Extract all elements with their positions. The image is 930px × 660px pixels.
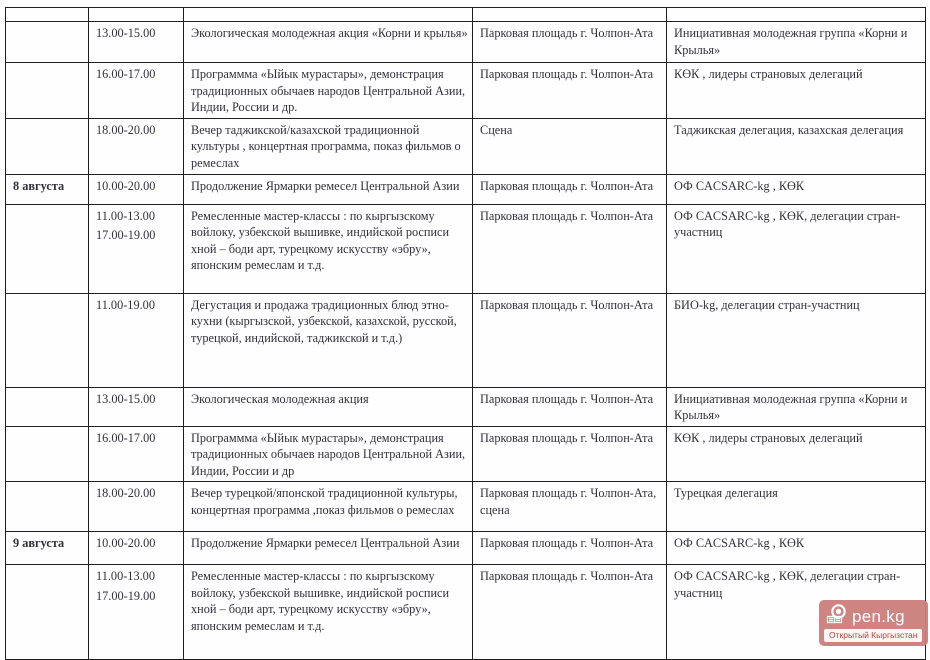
cell-date	[6, 63, 89, 119]
time-value: 17.00-19.00	[96, 228, 156, 242]
time-value: 11.00-13.00	[96, 208, 155, 223]
cell-event: Экологическая молодежная акция «Корни и крылья»	[184, 22, 473, 63]
cell-date	[6, 426, 89, 482]
time-value: 11.00-13.00	[96, 569, 155, 583]
cell-time	[89, 63, 184, 119]
schedule-table-body	[6, 8, 926, 660]
cell-place: Парковая площадь г. Чолпон-Ата	[473, 22, 667, 63]
table-row	[6, 426, 926, 482]
cell-date	[6, 482, 89, 532]
cell-event: Ремесленные мастер-классы : по кыргызскому войлоку, узбекской вышивке, индийской росписи хной – боди арт, турецкому искусству «эбру», японским ремеслам и т.д.	[184, 204, 473, 293]
cell-place: Парковая площадь г. Чолпон-Ата	[473, 532, 667, 565]
time-value: 11.00-19.00	[96, 297, 155, 312]
cell-date	[6, 22, 89, 63]
schedule-table	[5, 7, 926, 660]
cell-time	[89, 532, 184, 565]
reader-open-book-icon	[825, 603, 851, 631]
cell-organizer: ОФ CACSARC-kg , КӨК, делегации стран-участниц	[667, 204, 926, 293]
table-row	[6, 174, 926, 204]
table-row	[6, 8, 926, 22]
cell-event: Дегустация и продажа традиционных блюд этно-кухни (кыргызской, узбекской, казахской, русской, турецкой, индийской, таджикской и т.д.)	[184, 293, 473, 387]
time-value: 17.00-19.00	[96, 588, 156, 603]
cell-time	[89, 204, 184, 293]
cell-place: Парковая площадь г. Чолпон-Ата	[473, 426, 667, 482]
cell-date	[6, 8, 89, 22]
watermark-site-text: pen.kg	[852, 607, 905, 626]
cell-date	[6, 387, 89, 426]
cell-organizer: ОФ CACSARC-kg , КӨК	[667, 174, 926, 204]
cell-date	[6, 293, 89, 387]
cell-organizer: Таджикская делегация, казахская делегация	[667, 118, 926, 174]
table-row	[6, 118, 926, 174]
cell-date	[6, 565, 89, 660]
cell-organizer: ОФ CACSARC-kg , КӨК, делегации стран-участниц	[667, 565, 926, 660]
cell-organizer	[667, 8, 926, 22]
watermark-header	[819, 600, 928, 631]
cell-event: Вечер таджикской/казахской традиционной культуры , концертная программа, показ фильмов о ремеслах	[184, 118, 473, 174]
table-row	[6, 387, 926, 426]
cell-date	[6, 118, 89, 174]
cell-organizer: КӨК , лидеры страновых делегаций	[667, 426, 926, 482]
time-value: 16.00-17.00	[96, 430, 156, 445]
cell-event: Программма «Ыйык мурастары», демонстрация традиционных обычаев народов Центральной Азии, Индии, России и др	[184, 426, 473, 482]
cell-time	[89, 565, 184, 660]
cell-organizer: Инициативная молодежная группа «Корни и Крылья»	[667, 22, 926, 63]
table-row	[6, 293, 926, 387]
cell-organizer: Турецкая делегация	[667, 482, 926, 532]
cell-date: 8 августа	[6, 174, 89, 204]
table-row	[6, 482, 926, 532]
cell-time	[89, 174, 184, 204]
cell-event: Экологическая молодежная акция	[184, 387, 473, 426]
cell-place: Парковая площадь г. Чолпон-Ата	[473, 293, 667, 387]
cell-date	[6, 204, 89, 293]
table-row	[6, 204, 926, 293]
table-row	[6, 22, 926, 63]
cell-time	[89, 118, 184, 174]
cell-event	[184, 8, 473, 22]
cell-organizer: КӨК , лидеры страновых делегаций	[667, 63, 926, 119]
time-value: 10.00-20.00	[96, 178, 156, 193]
time-value: 13.00-15.00	[96, 391, 156, 406]
pen-kg-watermark	[819, 600, 928, 646]
cell-event: Программма «Ыйык мурастары», демонстрация традиционных обычаев народов Центральной Азии, Индии, России и др.	[184, 63, 473, 119]
table-row	[6, 565, 926, 660]
cell-event: Продолжение Ярмарки ремесел Центральной Азии	[184, 174, 473, 204]
cell-event: Вечер турецкой/японской традиционной культуры, концертная программа ,показ фильмов о ремеслах	[184, 482, 473, 532]
cell-event: Ремесленные мастер-классы : по кыргызскому войлоку, узбекской вышивке, индийской росписи хной – боди арт, турецкому искусству «эбру», японским ремеслам и т.д.	[184, 565, 473, 660]
cell-time	[89, 482, 184, 532]
time-value: 18.00-20.00	[96, 122, 156, 137]
watermark-sublabel: Открытый Кыргызстан	[824, 629, 922, 642]
cell-place: Сцена	[473, 118, 667, 174]
cell-time	[89, 293, 184, 387]
table-row	[6, 532, 926, 565]
cell-organizer: Инициативная молодежная группа «Корни и Крылья»	[667, 387, 926, 426]
cell-organizer: ОФ CACSARC-kg , КӨК	[667, 532, 926, 565]
cell-place: Парковая площадь г. Чолпон-Ата	[473, 174, 667, 204]
cell-event: Продолжение Ярмарки ремесел Центральной Азии	[184, 532, 473, 565]
time-value: 10.00-20.00	[96, 536, 156, 550]
table-row	[6, 63, 926, 119]
time-value: 13.00-15.00	[96, 26, 156, 40]
time-value: 18.00-20.00	[96, 486, 156, 500]
cell-place	[473, 8, 667, 22]
cell-time	[89, 387, 184, 426]
cell-place: Парковая площадь г. Чолпон-Ата	[473, 204, 667, 293]
cell-date: 9 августа	[6, 532, 89, 565]
cell-place: Парковая площадь г. Чолпон-Ата	[473, 387, 667, 426]
cell-organizer: БИО-kg, делегации стран-участниц	[667, 293, 926, 387]
time-value: 16.00-17.00	[96, 67, 156, 81]
cell-place: Парковая площадь г. Чолпон-Ата	[473, 63, 667, 119]
cell-time	[89, 8, 184, 22]
cell-time	[89, 426, 184, 482]
cell-place: Парковая площадь г. Чолпон-Ата	[473, 565, 667, 660]
cell-place: Парковая площадь г. Чолпон-Ата, сцена	[473, 482, 667, 532]
cell-time	[89, 22, 184, 63]
